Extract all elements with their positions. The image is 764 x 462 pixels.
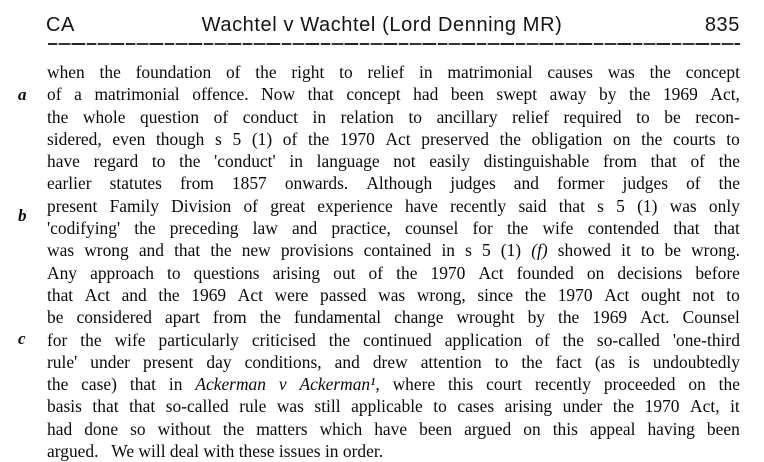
text-word: question <box>140 106 200 127</box>
text-word: fundamental <box>293 307 382 328</box>
text-word: recently <box>534 374 591 395</box>
text-word: 'codifying' <box>47 218 121 239</box>
text-word: on <box>688 374 706 395</box>
text-word: from <box>212 307 247 328</box>
text-word: (1) <box>251 128 273 149</box>
text-word: rule' <box>47 351 78 372</box>
body-text <box>47 61 740 462</box>
text-word: 1857 <box>231 173 267 194</box>
margin-letter-column <box>0 0 46 449</box>
text-word: provisions <box>280 240 354 261</box>
text-word: the <box>222 418 245 439</box>
text-word: the <box>562 329 584 350</box>
text-word: and <box>513 173 539 194</box>
text-word: before <box>695 262 740 283</box>
text-word: Act <box>604 284 630 305</box>
text-word: the <box>718 151 740 172</box>
text-word: and <box>334 351 360 372</box>
text-word: Act <box>385 128 411 149</box>
text-word: was <box>669 195 697 216</box>
text-line <box>47 61 740 83</box>
text-word: Ackerman <box>195 374 266 395</box>
text-word: still <box>314 396 341 417</box>
text-word: of <box>47 84 62 105</box>
text-word: application <box>444 329 523 350</box>
text-word: right <box>291 62 325 82</box>
text-word: away <box>549 84 587 105</box>
text-word: great <box>270 195 306 216</box>
text-word: was <box>378 284 406 305</box>
text-word: argued <box>464 418 512 439</box>
text-word: were <box>274 284 309 305</box>
text-word: was <box>47 240 75 261</box>
text-word: in <box>289 151 303 172</box>
text-word: the <box>307 128 330 149</box>
text-word: showed <box>557 240 612 261</box>
text-word: Act <box>237 284 263 305</box>
text-word: relation <box>340 106 394 127</box>
text-word: Although <box>366 173 433 194</box>
text-word: have <box>374 418 408 439</box>
text-word: (f) <box>531 240 548 261</box>
text-word: the <box>612 396 635 417</box>
text-line <box>47 217 740 239</box>
text-word: the <box>99 62 121 82</box>
text-word: under <box>562 396 603 417</box>
text-line <box>47 440 740 462</box>
text-word: court <box>486 374 522 395</box>
text-word: Ackerman¹, <box>299 374 380 395</box>
text-word: judges <box>622 173 669 194</box>
text-word: whole <box>82 106 126 127</box>
text-word: and <box>292 218 318 239</box>
text-word: so-called <box>165 396 229 417</box>
text-word: of <box>535 329 550 350</box>
text-word: be <box>47 307 64 328</box>
text-word: had <box>413 84 439 105</box>
text-word: be <box>664 240 682 261</box>
text-word: passed <box>320 284 367 305</box>
text-word: statutes <box>109 173 162 194</box>
text-word: the <box>641 128 663 149</box>
text-word: rule <box>239 396 267 417</box>
text-line <box>47 83 740 105</box>
text-word: of <box>282 128 298 149</box>
text-word: the <box>210 240 232 261</box>
text-word: a <box>74 84 82 105</box>
text-word: on <box>523 418 541 439</box>
text-word: cases <box>457 396 495 417</box>
text-word: 1969 <box>191 284 227 305</box>
text-word: regard <box>93 151 139 172</box>
text-word: of <box>225 62 241 82</box>
text-word: change <box>394 307 444 328</box>
text-word: recently <box>450 195 507 216</box>
text-word: preceding <box>169 218 239 239</box>
text-word: concept <box>685 62 740 82</box>
text-word: for <box>47 329 68 350</box>
text-word: wife <box>114 329 146 350</box>
text-word: onwards. <box>284 173 349 194</box>
text-word: to <box>640 240 655 261</box>
text-word: proceeded <box>603 374 676 395</box>
text-word: courts <box>673 128 716 149</box>
text-line <box>47 172 740 194</box>
page-number: 835 <box>704 14 740 36</box>
text-word: that <box>558 195 585 216</box>
text-word: founded <box>516 262 574 283</box>
text-word: judges <box>450 173 496 194</box>
text-word: case) <box>81 374 117 395</box>
text-word: to <box>408 106 423 127</box>
text-word: from <box>602 151 637 172</box>
text-word: approach <box>90 262 154 283</box>
text-word: present <box>143 351 194 372</box>
text-word: the <box>328 329 351 350</box>
text-word: of <box>690 151 705 172</box>
text-word: 1970 <box>339 128 375 149</box>
text-word: s <box>215 128 222 149</box>
text-word: s <box>465 240 472 261</box>
text-word: wrong. <box>691 240 740 261</box>
text-word: preserved <box>421 128 490 149</box>
text-word: it <box>730 396 740 417</box>
text-word: 1970 <box>430 262 466 283</box>
text-word: 1969 <box>662 84 698 105</box>
text-line <box>47 373 740 395</box>
text-word: be <box>664 106 681 127</box>
text-word: that <box>47 284 74 305</box>
text-word: the <box>259 307 281 328</box>
text-word: having <box>647 418 695 439</box>
text-word: of <box>213 106 229 127</box>
text-line <box>47 284 740 306</box>
text-word: distinguishable <box>483 151 590 172</box>
text-word: 1969 <box>592 307 628 328</box>
text-word: ancillary <box>436 106 498 127</box>
text-word: criticised <box>251 329 316 350</box>
text-word: the <box>521 351 543 372</box>
text-word: attention <box>420 351 482 372</box>
text-word: v <box>278 374 287 395</box>
text-word: considered <box>76 307 152 328</box>
text-word: to <box>167 262 181 283</box>
text-word: the <box>524 284 547 305</box>
text-word: wife <box>542 218 574 239</box>
text-word: (1) <box>637 195 658 216</box>
text-line <box>47 195 740 217</box>
text-word: argued. We will deal with these issues in order. <box>47 441 384 462</box>
text-word: the <box>629 84 651 105</box>
text-word: was <box>276 396 304 417</box>
text-word: former <box>557 173 605 194</box>
text-word: in <box>419 62 433 82</box>
text-word: contained <box>363 240 432 261</box>
text-word: in <box>168 374 183 395</box>
text-word: earlier <box>47 173 92 194</box>
text-word: by <box>599 84 617 105</box>
text-word: the <box>179 151 201 172</box>
text-word: relief <box>367 62 405 82</box>
text-word: to <box>151 151 166 172</box>
text-word: so-called <box>596 329 660 350</box>
text-word: that <box>174 240 201 261</box>
text-line <box>47 150 740 172</box>
text-word: experience <box>317 195 393 216</box>
text-line <box>47 106 740 128</box>
text-word: s <box>597 195 604 216</box>
text-word: without <box>157 418 211 439</box>
text-word: conduct <box>242 106 298 127</box>
text-word: that <box>713 218 740 239</box>
text-word: conditions, <box>244 351 322 372</box>
text-word: ought <box>640 284 681 305</box>
text-word: of <box>686 173 701 194</box>
text-word: easily <box>429 151 470 172</box>
text-word: the <box>80 329 102 350</box>
text-word: obligation <box>531 128 603 149</box>
text-word: Counsel <box>682 307 740 328</box>
text-word: in <box>312 106 327 127</box>
text-word: been <box>419 418 453 439</box>
text-word: fact <box>555 351 582 372</box>
text-word: the <box>396 262 418 283</box>
text-word: even <box>112 128 146 149</box>
text-line <box>47 306 740 328</box>
margin-letter-c: c <box>18 329 26 348</box>
text-word: 5 <box>481 240 491 261</box>
text-word: from <box>179 173 214 194</box>
text-word: out <box>333 262 356 283</box>
text-word: to <box>494 351 509 372</box>
text-word: the <box>134 218 156 239</box>
text-word: have <box>47 151 80 172</box>
text-word: arising <box>272 262 321 283</box>
text-word: offence. <box>192 84 249 105</box>
text-word: new <box>241 240 271 261</box>
text-word: arising <box>504 396 553 417</box>
text-word: causes <box>547 62 593 82</box>
text-word: decisions <box>617 262 683 283</box>
text-word: sidered, <box>47 128 102 149</box>
text-word: to <box>433 396 447 417</box>
text-word: continued <box>363 329 432 350</box>
text-word: foundation <box>135 62 212 82</box>
text-line <box>47 239 740 261</box>
text-line <box>47 418 740 440</box>
text-word: questions <box>193 262 260 283</box>
text-word: Act <box>84 284 110 305</box>
text-word: Act, <box>690 396 720 417</box>
text-word: been <box>706 418 740 439</box>
text-word: (1) <box>500 240 522 261</box>
text-word: 1970 <box>644 396 680 417</box>
text-word: where <box>392 374 436 395</box>
text-word: this <box>552 418 578 439</box>
text-word: Any <box>47 262 78 283</box>
text-word: concept <box>346 84 401 105</box>
text-word: wrong <box>84 240 129 261</box>
text-word: Division <box>171 195 232 216</box>
text-word: wrong, <box>416 284 466 305</box>
text-word: of <box>368 262 384 283</box>
text-word: that <box>307 84 334 105</box>
margin-letter-b: b <box>18 206 27 225</box>
text-word: the <box>47 106 69 127</box>
text-word: the <box>47 374 69 395</box>
text-word: recon- <box>695 106 740 127</box>
text-word: by <box>527 307 545 328</box>
text-word: on <box>586 262 605 283</box>
text-word: relief <box>512 106 549 127</box>
text-word: contended <box>587 218 660 239</box>
text-word: of <box>243 195 258 216</box>
running-head-court: CA <box>46 14 75 36</box>
text-word: this <box>448 374 474 395</box>
text-word: had <box>47 418 73 439</box>
text-line <box>47 262 740 284</box>
text-word: the <box>506 218 529 239</box>
text-line <box>47 128 740 150</box>
text-word: is <box>628 351 640 372</box>
text-word: applicable <box>351 396 423 417</box>
text-word: the <box>557 307 580 328</box>
text-word: required <box>563 106 622 127</box>
text-word: particularly <box>158 329 239 350</box>
text-word: language <box>316 151 380 172</box>
text-word: the <box>718 374 740 395</box>
text-word: so <box>130 418 146 439</box>
text-word: when <box>47 62 85 82</box>
text-word: done <box>84 418 119 439</box>
running-head-case-title: Wachtel v Wachtel (Lord Denning MR) <box>201 14 563 36</box>
header-divider-rule <box>48 43 740 45</box>
text-word: and <box>138 240 164 261</box>
text-word: Act. <box>640 307 670 328</box>
text-word: 'conduct' <box>214 151 276 172</box>
text-word: the <box>718 173 740 194</box>
text-word: that <box>650 151 677 172</box>
text-word: not <box>393 151 416 172</box>
text-word: to <box>726 284 740 305</box>
text-word: which <box>319 418 363 439</box>
text-word: have <box>404 195 438 216</box>
text-word: only <box>708 195 740 216</box>
text-word: to <box>339 62 353 82</box>
text-word: that <box>92 396 119 417</box>
text-word: since <box>477 284 514 305</box>
text-word: that <box>129 396 156 417</box>
text-word: counsel <box>405 218 459 239</box>
text-line <box>47 351 740 373</box>
text-word: wrought <box>456 307 515 328</box>
text-word: that <box>129 374 157 395</box>
text-word: it <box>621 240 631 261</box>
running-head <box>0 8 764 40</box>
text-word: Act <box>478 262 504 283</box>
text-word: that <box>673 218 700 239</box>
text-word: practice, <box>331 218 391 239</box>
text-word: 5 <box>616 195 625 216</box>
text-word: basis <box>47 396 82 417</box>
text-word: apart <box>164 307 200 328</box>
text-line <box>47 395 740 417</box>
text-word: Family <box>109 195 159 216</box>
text-word: appeal <box>589 418 636 439</box>
text-word: present <box>47 195 98 216</box>
margin-letter-a: a <box>18 85 27 104</box>
text-word: law <box>252 218 278 239</box>
text-word: though <box>155 128 205 149</box>
text-word: the <box>158 284 180 305</box>
text-word: matrimonial <box>447 62 533 82</box>
text-word: Act, <box>710 84 740 105</box>
text-word: drew <box>372 351 408 372</box>
text-word: (as <box>594 351 616 372</box>
text-word: Now <box>261 84 296 105</box>
text-word: for <box>472 218 493 239</box>
text-word: 'one-third <box>672 329 740 350</box>
text-word: the <box>499 128 521 149</box>
text-word: been <box>450 84 484 105</box>
text-word: not <box>692 284 715 305</box>
text-word: the <box>255 62 277 82</box>
text-word: to <box>726 128 740 149</box>
text-word: to <box>636 106 650 127</box>
text-word: the <box>649 62 671 82</box>
text-word: on <box>613 128 631 149</box>
text-word: day <box>206 351 232 372</box>
text-word: matters <box>256 418 308 439</box>
text-word: 5 <box>232 128 242 149</box>
text-word: in <box>441 240 456 261</box>
text-word: 1970 <box>557 284 593 305</box>
text-word: swept <box>496 84 538 105</box>
text-word: under <box>90 351 130 372</box>
text-word: matrimonial <box>94 84 180 105</box>
text-line <box>47 329 740 351</box>
text-word: undoubtedly <box>652 351 740 372</box>
text-word: and <box>121 284 147 305</box>
text-word: was <box>607 62 635 82</box>
text-word: said <box>518 195 547 216</box>
